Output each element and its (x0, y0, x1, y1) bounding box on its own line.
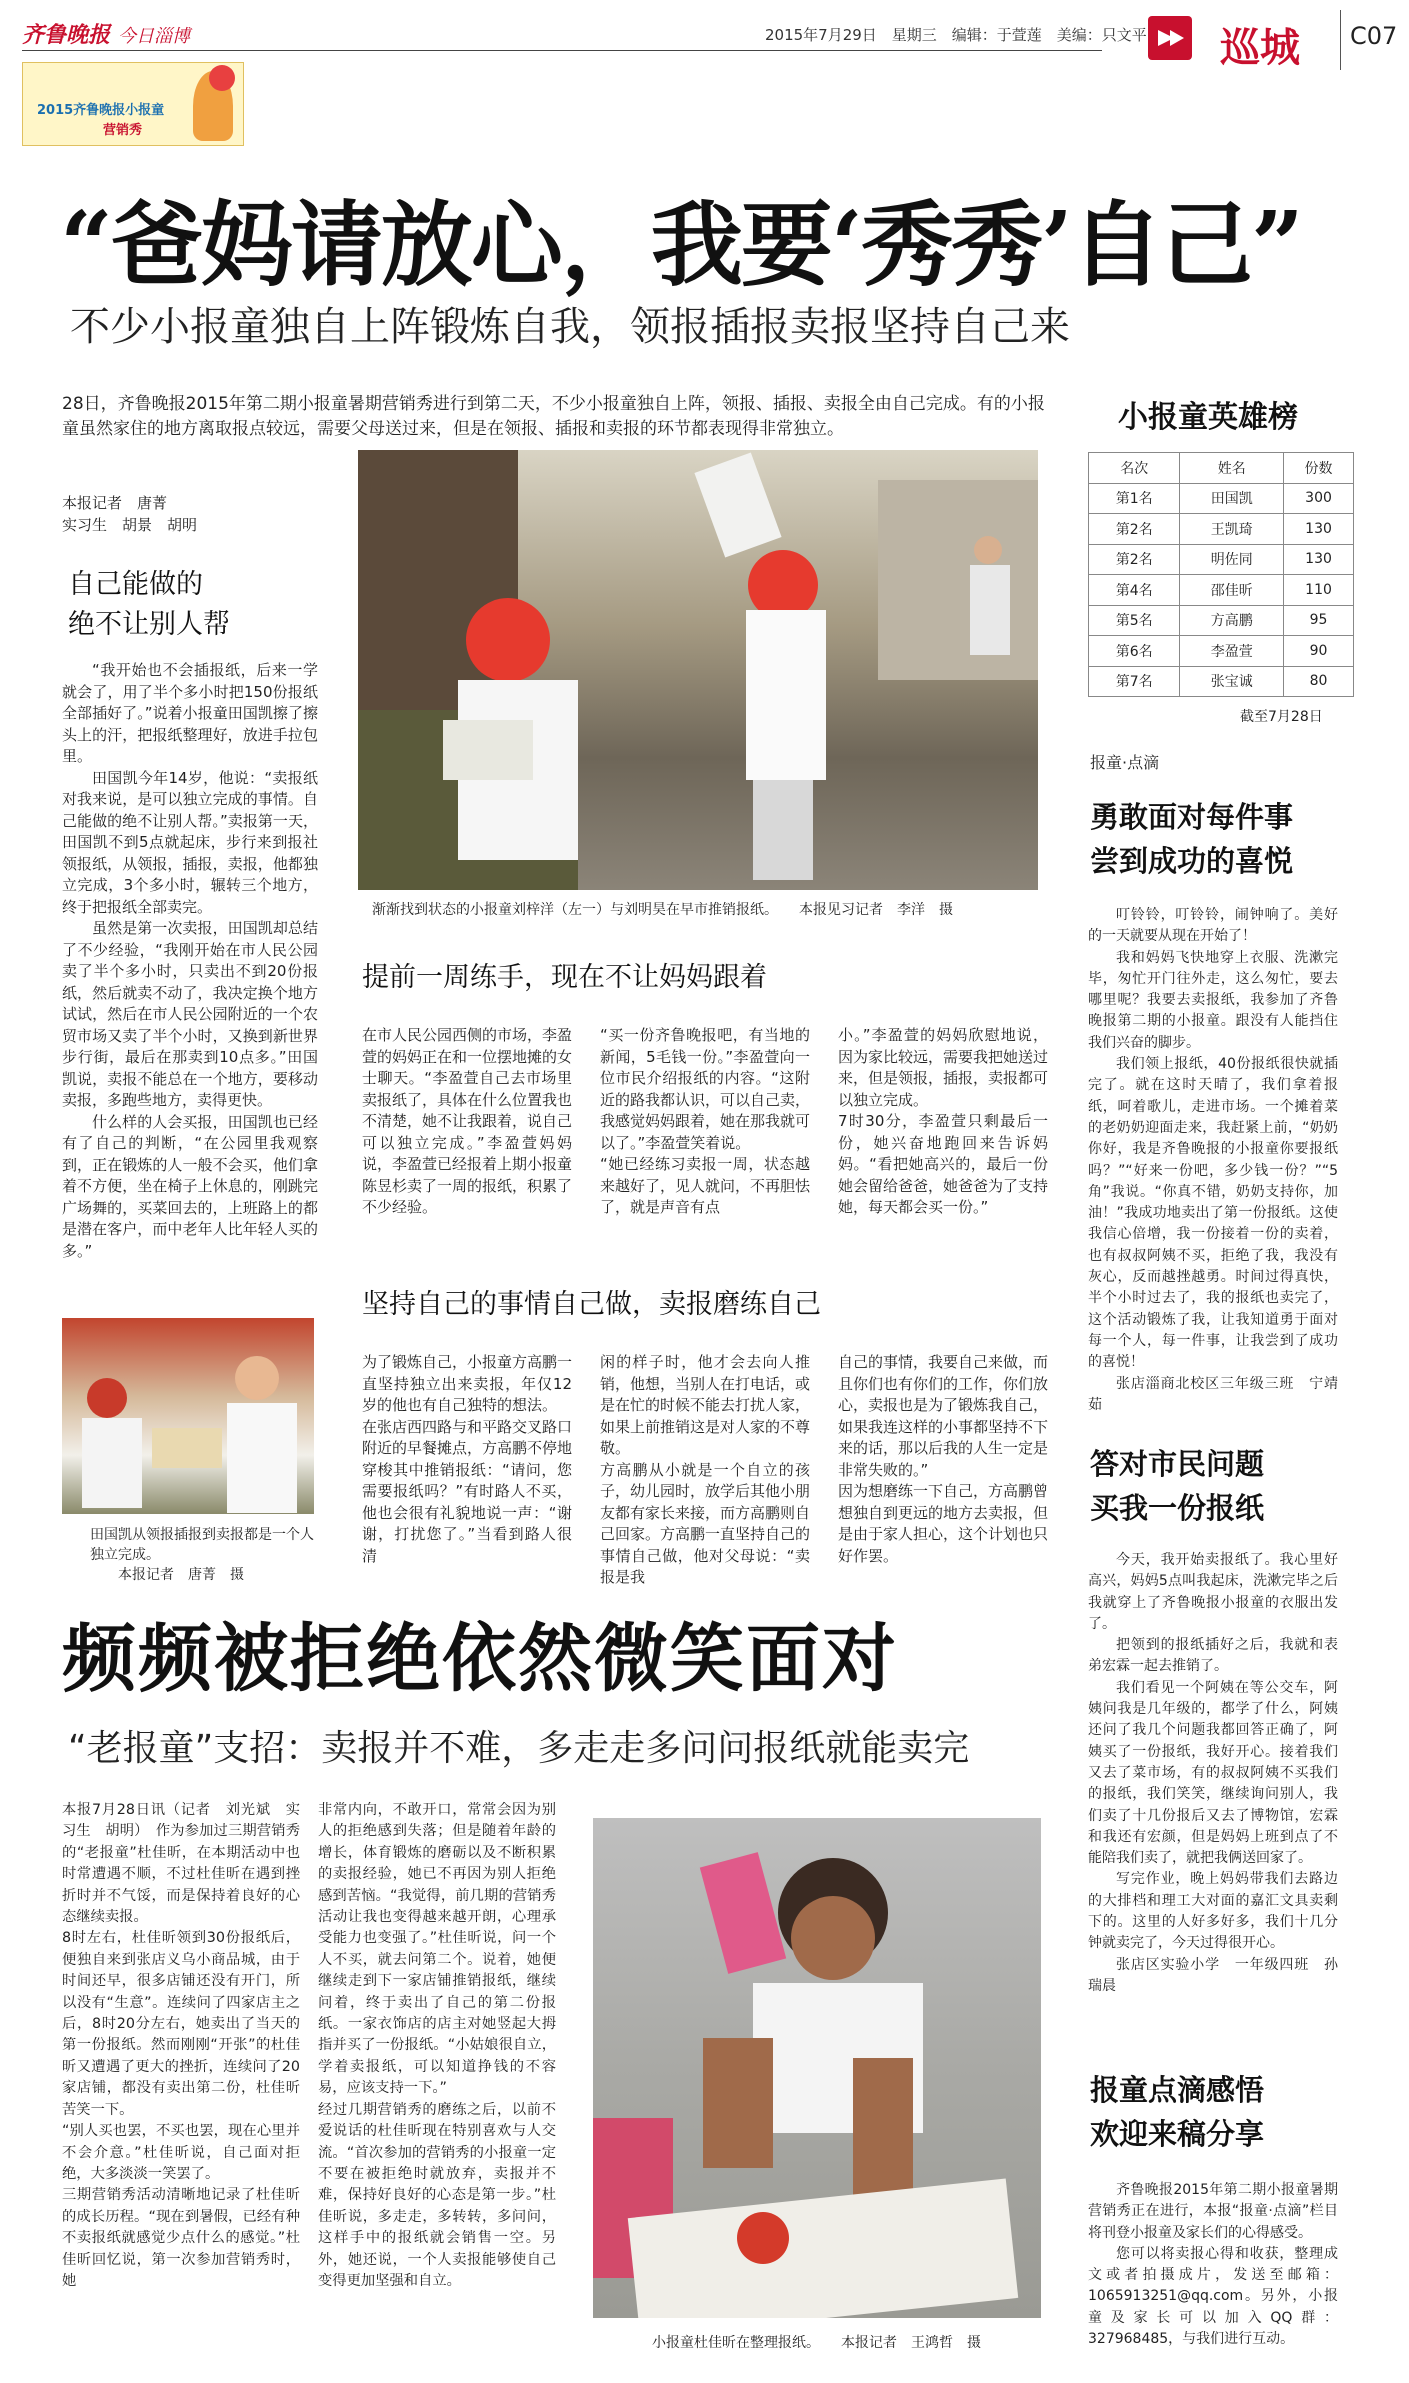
name-cell: 方高鹏 (1180, 605, 1284, 636)
r3-title: 报童点滴感悟 欢迎来稿分享 (1090, 2073, 1265, 2151)
section1-body (62, 660, 318, 1262)
photo-newsboys-market (358, 450, 1038, 890)
count-cell: 300 (1284, 483, 1354, 514)
name-cell: 明佐同 (1180, 544, 1284, 575)
subheadline: 不少小报童独自上阵锻炼自我，领报插报卖报坚持自己来 (70, 304, 1070, 350)
paragraph: 我和妈妈飞快地穿上衣服、洗漱完毕，匆忙开门往外走，这么匆忙，要去哪里呢？我要去卖报纸，我参加了齐鲁晚报第二期的小报童。跟没有人能挡住我们兴奋的脚步。 (1088, 949, 1338, 1051)
photo1-caption: 渐渐找到状态的小报童刘梓洋（左一）与刘明昊在早市推销报纸。 本报见习记者 李洋 摄 (372, 902, 953, 918)
date-line: 2015年7月29日 星期三 编辑：于萱莲 美编：只文平 (765, 26, 1147, 44)
section3-col2: 闲的样子时，他才会去向人推销，他想，当别人在打电话，或是在忙的时候不能去打扰人家，如果上前推销这是对人家的不尊敬。 方高鹏从小就是一个自立的孩子，幼儿园时，放学后其他小朋友都有家长来接，而方高鹏则自己回家。方高鹏一直坚持自己的事情自己做，他对父母说：“卖报是我 (600, 1353, 811, 1586)
section3-col1: 为了锻炼自己，小报童方高鹏一直坚持独立出来卖报，年仅12岁的他也有自己独特的想法。 在张店西四路与和平路交叉路口附近的早餐摊点，方高鹏不停地穿梭其中推销报纸：“请问，您需要报纸吗？”有时路人不买，他也会很有礼貌地说一声：“谢谢，打扰您了。”当看到路人很清 (362, 1353, 573, 1565)
name-cell: 邵佳昕 (1180, 575, 1284, 606)
paragraph: 我们领上报纸，40份报纸很快就插完了。就在这时天晴了，我们拿着报纸，呵着歌儿，走进市场。一个摊着菜的老奶奶迎面走来，我赶紧上前，“奶奶你好，我是齐鲁晚报的小报童你要报纸吗？”“好来一份吧，多少钱一份？”“5角”我说。“你真不错，奶奶支持你，加油！”我成功地卖出了第一份报纸。这使我信心倍增，我一份接着一份的卖着，也有叔叔阿姨不买，拒绝了我，我没有灰心，反而越挫越勇。时间过得真快，半个小时过去了，我的报纸也卖完了，这个活动锻炼了我，让我知道勇于面对每一个人，每一件事，让我尝到了成功的喜悦！ (1088, 1056, 1338, 1371)
r2-title: 答对市民问题 买我一份报纸 (1090, 1447, 1265, 1525)
event-badge (22, 62, 244, 146)
top-rule (22, 50, 1102, 51)
section2-col3: 小。”李盈萱的妈妈欣慰地说，因为家比较远，需要我把她送过来，但是领报，插报，卖报都可以独立完成。 7时30分，李盈萱只剩最后一份，她兴奋地跑回来告诉妈妈。“看把她高兴的，最后一份她会留给爸爸，她爸爸为了支持她，每天都会买一份。” (838, 1026, 1049, 1216)
count-cell: 90 (1284, 636, 1354, 667)
headline: “爸妈请放心，我要‘秀秀’自己” (60, 191, 1302, 299)
rank-cell: 第6名 (1089, 636, 1180, 667)
section1-title: 自己能做的 绝不让别人帮 (68, 569, 230, 640)
section-logo-icon (1148, 16, 1192, 60)
paragraph: 什么样的人会买报，田国凯也已经有了自己的判断，“在公园里我观察到，正在锻炼的人一般不会买，他们拿着不方便，坐在椅子上休息的，刚跳完广场舞的，买菜回去的，上班路上的都是潜在客户，而中老年人比年轻人买的多。” (62, 1112, 318, 1260)
byline: 本报记者 唐菁 实习生 胡景 胡明 (62, 494, 198, 534)
masthead-paper: 齐鲁晚报 (22, 22, 111, 48)
column-label: 报童·点滴 (1090, 753, 1160, 772)
subheadline2: “老报童”支招：卖报并不难，多走走多问问报纸就能卖完 (68, 1728, 970, 1769)
photo-illustration-icon (358, 450, 1038, 890)
badge-line1: 2015齐鲁晚报小报童 (37, 103, 165, 118)
headline2: 频频被拒绝依然微笑面对 (62, 1616, 898, 1702)
paragraph: 把领到的报纸插好之后，我就和表弟宏霖一起去推销了。 (1088, 1637, 1338, 1675)
paragraph: 您可以将卖报心得和收获，整理成文或者拍摄成片，发送至邮箱：1065913251@qq.com。另外，小报童及家长可以加入QQ群：327968485，与我们进行互动。 (1088, 2245, 1338, 2348)
mascot-head-icon (209, 65, 235, 91)
rank-cell: 第2名 (1089, 514, 1180, 545)
r1-body (1088, 905, 1338, 1416)
divider (1340, 10, 1341, 70)
section-name: 巡城 (1220, 24, 1300, 71)
name-cell: 王凯琦 (1180, 514, 1284, 545)
rank-cell: 第1名 (1089, 483, 1180, 514)
table-row (1089, 666, 1354, 697)
photo-illustration-icon (62, 1318, 314, 1514)
lede: 28日，齐鲁晚报2015年第二期小报童暑期营销秀进行到第二天，不少小报童独自上阵，领报、插报、卖报全由自己完成。有的小报童虽然家住的地方离取报点较远，需要父母送过来，但是在领报、插报和卖报的环节都表现得非常独立。 (62, 394, 1045, 439)
photo3-caption: 小报童杜佳昕在整理报纸。 本报记者 王鸿哲 摄 (652, 2335, 981, 2351)
section2-col2: “买一份齐鲁晚报吧，有当地的新闻，5毛钱一份。”李盈萱向一位市民介绍报纸的内容。“这附近的路我都认识，可以自己卖，我感觉妈妈跟着，她在那我就可以了。”李盈萱笑着说。 “她已经练习卖报一周，状态越来越好了，见人就问，不再胆怯了，就是声音有点 (600, 1026, 811, 1216)
author: 张店淄商北校区三年级三班 宁靖茹 (1088, 1375, 1338, 1413)
badge-line2: 营销秀 (103, 123, 143, 138)
count-cell: 130 (1284, 544, 1354, 575)
rank-cell: 第7名 (1089, 666, 1180, 697)
section4-col1: 本报7月28日讯（记者 刘光斌 实习生 胡明） 作为参加过三期营销秀的“老报童”杜佳昕，在本期活动中也时常遭遇不顺，不过杜佳昕在遇到挫折时并不气馁，而是保持着良好的心态继续卖报。 8时左右，杜佳昕领到30份报纸后，便独自来到张店义乌小商品城，由于时间还早，很多店铺还没有开门，所以没有“生意”。连续问了四家店主之后，8时20分左右，她卖出了当天的第一份报纸。然而刚刚“开张”的杜佳昕又遭遇了更大的挫折，连续问了20家店铺，都没有卖出第二份，杜佳昕苦笑一下。 “别人买也罢，不买也罢，现在心里并不会介意。”杜佳昕说，自己面对拒绝，大多淡淡一笑罢了。 三期营销秀活动清晰地记录了杜佳昕的成长历程。“现在到暑假，已经有种不卖报纸就感觉少点什么的感觉。”杜佳昕回忆说，第一次参加营销秀时，她 (62, 1802, 300, 2289)
column-header: 名次 (1089, 453, 1180, 484)
table-row (1089, 636, 1354, 667)
photo-tian-guokai (62, 1318, 314, 1514)
photo-illustration-icon (593, 1818, 1041, 2318)
paragraph: 叮铃铃，叮铃铃，闹钟响了。美好的一天就要从现在开始了！ (1088, 907, 1338, 945)
paragraph: 写完作业，晚上妈妈带我们去路边的大排档和理工大对面的嘉汇文具卖剩下的。这里的人好多好多，我们十几分钟就卖完了，今天过得很开心。 (1088, 1871, 1338, 1952)
paragraph: 齐鲁晚报2015年第二期小报童暑期营销秀正在进行，本报“报童·点滴”栏目将刊登小报童及家长们的心得感受。 (1088, 2182, 1338, 2241)
section2-title: 提前一周练手，现在不让妈妈跟着 (362, 962, 767, 993)
r1-title: 勇敢面对每件事 尝到成功的喜悦 (1090, 800, 1294, 878)
table-row (1089, 514, 1354, 545)
count-cell: 80 (1284, 666, 1354, 697)
r3-body (1088, 2180, 1338, 2350)
section4-col2: 非常内向，不敢开口，常常会因为别人的拒绝感到失落；但是随着年龄的增长，体育锻炼的磨砺以及不断积累的卖报经验，她已不再因为别人拒绝感到苦恼。“我觉得，前几期的营销秀活动让我也变得越来越开朗，心理承受能力也变强了。”杜佳昕说，问一个人不买，就去问第二个。说着，她便继续走到下一家店铺推销报纸，继续问着，终于卖出了自己的第二份报纸。一家衣饰店的店主对她竖起大拇指并买了一份报纸。“小姑娘很自立，学着卖报纸，可以知道挣钱的不容易，应该支持一下。” 经过几期营销秀的磨练之后，以前不爱说话的杜佳昕现在特别喜欢与人交流。“首次参加的营销秀的小报童一定不要在被拒绝时就放弃，卖报并不难，保持好良好的心态是第一步。”杜佳昕说，多走走，多转转，多问问，这样手中的报纸就会销售一空。另外，她还说，一个人卖报能够使自己变得更加坚强和自立。 (318, 1802, 556, 2289)
section3-title: 坚持自己的事情自己做，卖报磨练自己 (362, 1289, 821, 1320)
paragraph: 今天，我开始卖报纸了。我心里好高兴，妈妈5点叫我起床，洗漱完毕之后我就穿上了齐鲁晚报小报童的衣服出发了。 (1088, 1552, 1338, 1632)
rank-cell: 第4名 (1089, 575, 1180, 606)
author: 张店区实验小学 一年级四班 孙瑞晨 (1088, 1956, 1338, 1994)
column-header: 份数 (1284, 453, 1354, 484)
table-row (1089, 575, 1354, 606)
rank-cell: 第5名 (1089, 605, 1180, 636)
photo2-caption: 田国凯从领报插报到卖报都是一个人独立完成。 本报记者 唐菁 摄 (90, 1527, 314, 1583)
section3-col3: 自己的事情，我要自己来做，而且你们也有你们的工作，你们放心，卖报也是为了锻炼我自己，如果我连这样的小事都坚持不下来的话，那以后我的人生一定是非常失败的。” 因为想磨练一下自己，方高鹏曾想独自到更远的地方去卖报，但是由于家人担心，这个计划也只好作罢。 (838, 1353, 1049, 1565)
name-cell: 李盈萱 (1180, 636, 1284, 667)
table-row (1089, 544, 1354, 575)
table-header-row (1089, 453, 1354, 484)
ranking-title: 小报童英雄榜 (1118, 400, 1298, 435)
count-cell: 130 (1284, 514, 1354, 545)
name-cell: 田国凯 (1180, 483, 1284, 514)
masthead-edition: 今日淄博 (118, 26, 190, 47)
paragraph: 田国凯今年14岁，他说：“卖报纸对我来说，是可以独立完成的事情。自己能做的绝不让别人帮。”卖报第一天，田国凯不到5点就起床，步行来到报社领报纸，从领报，插报，卖报，他都独立完成，3个多小时，辗转三个地方，终于把报纸全部卖完。 (62, 768, 318, 916)
section2-col1: 在市人民公园西侧的市场，李盈萱的妈妈正在和一位摆地摊的女士聊天。“李盈萱自己去市场里卖报纸了，具体在什么位置我也不清楚，她不让我跟着，说自己可以独立完成。”李盈萱妈妈说，李盈萱已经报着上期小报童陈昱杉卖了一周的报纸，积累了不少经验。 (362, 1026, 573, 1216)
paragraph: 我们看见一个阿姨在等公交车，阿姨问我是几年级的，都学了什么，阿姨还问了我几个问题我都回答正确了，阿姨买了一份报纸，我好开心。接着我们又去了菜市场，有的叔叔阿姨不买我们的报纸，我们笑笑，继续询问别人，我们卖了十几份报后又去了博物馆，宏霖和我还有宏颜，但是妈妈上班到点了不能陪我们卖了，就把我俩送回家了。 (1088, 1679, 1338, 1867)
ranking-table (1088, 452, 1354, 697)
photo-du-jiaxin (593, 1818, 1041, 2318)
page-number: C07 (1350, 22, 1398, 50)
count-cell: 95 (1284, 605, 1354, 636)
paragraph: 虽然是第一次卖报，田国凯却总结了不少经验，“我刚开始在市人民公园卖了半个多小时，只卖出不到20份报纸，然后就卖不动了，我决定换个地方试试，然后在市人民公园附近的一个农贸市场又卖了半个小时，又换到新世界步行街，最后在那卖到10点多。”田国凯说，卖报不能总在一个地方，要移动卖报，多跑些地方，卖得更快。 (62, 919, 318, 1109)
table-row (1089, 605, 1354, 636)
name-cell: 张宝诚 (1180, 666, 1284, 697)
column-header: 姓名 (1180, 453, 1284, 484)
r2-body (1088, 1550, 1338, 1997)
rank-cell: 第2名 (1089, 544, 1180, 575)
table-row (1089, 483, 1354, 514)
ranking-as-of: 截至7月28日 (1240, 709, 1323, 725)
count-cell: 110 (1284, 575, 1354, 606)
paragraph: “我开始也不会插报纸，后来一学就会了，用了半个多小时把150份报纸全部插好了。”说着小报童田国凯擦了擦头上的汗，把报纸整理好，放进手拉包里。 (62, 661, 318, 765)
